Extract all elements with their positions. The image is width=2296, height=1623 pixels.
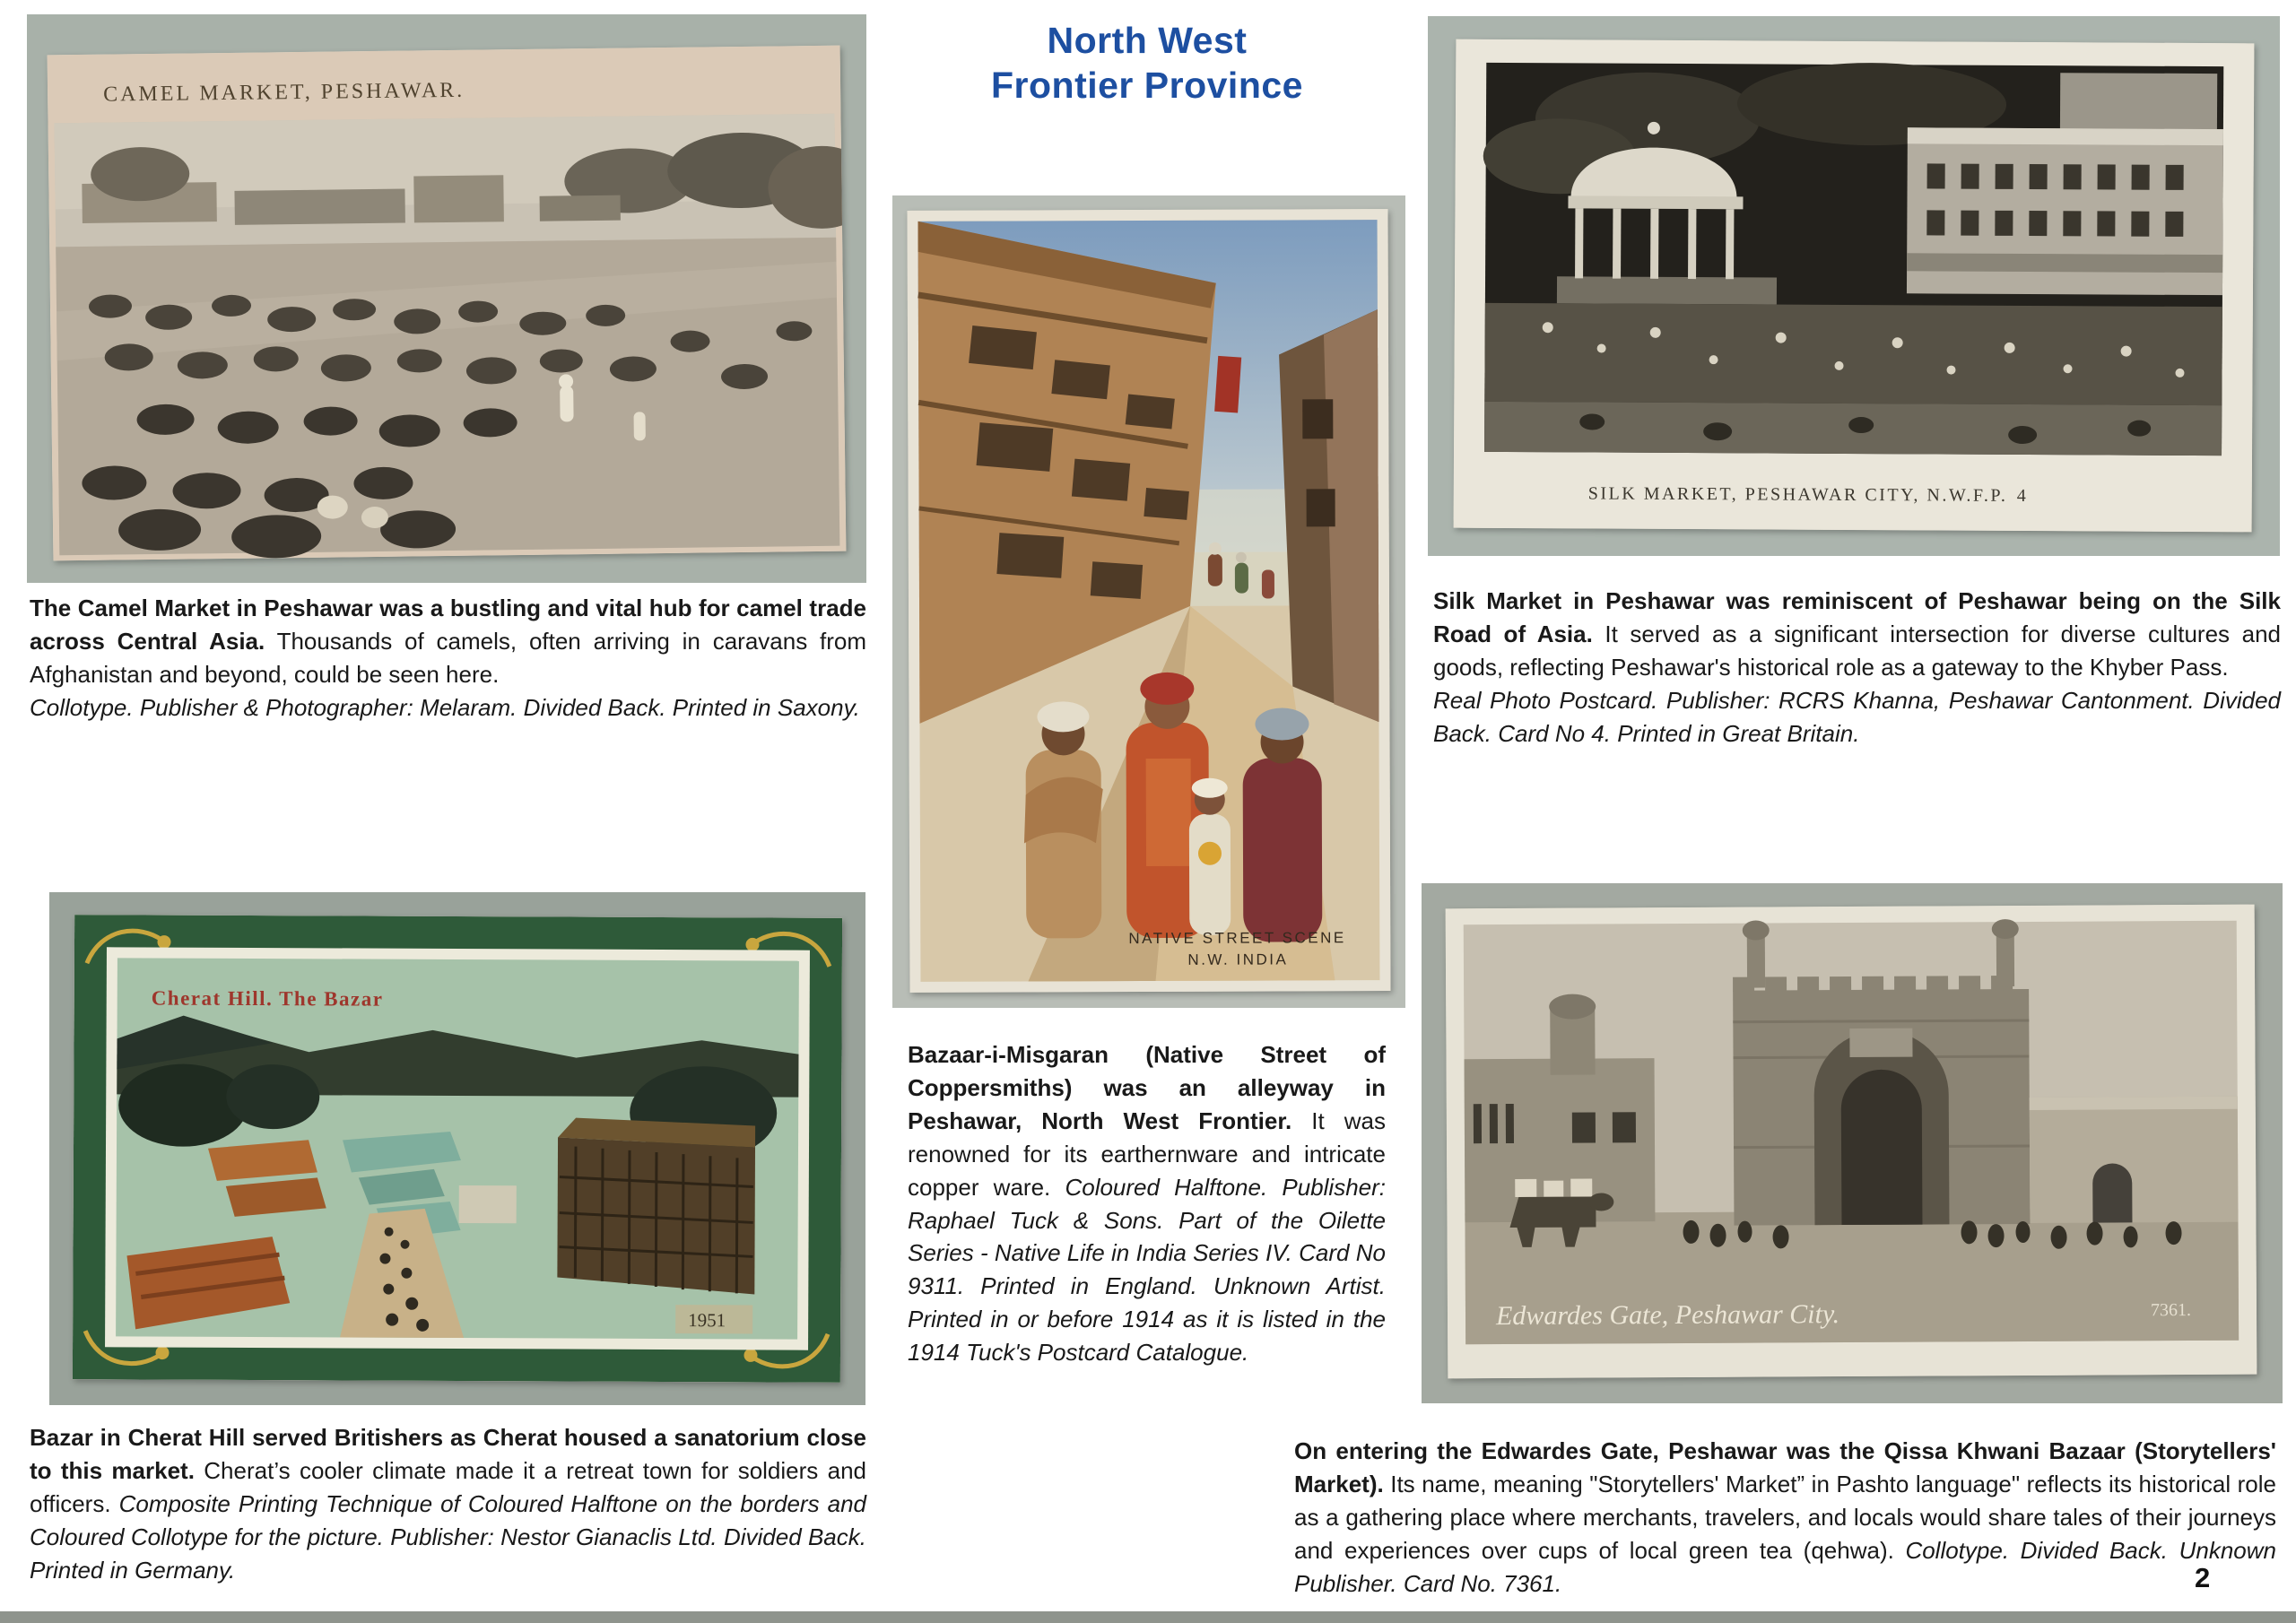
page-title-line1: North West: [1047, 20, 1248, 61]
silk-market-photo-label: SILK MARKET, PESHAWAR CITY, N.W.F.P.: [1587, 483, 2008, 506]
street-scene-photo-label-line2: N.W. INDIA: [1187, 950, 1289, 968]
cherat-hill-postcard-mount: [49, 892, 865, 1405]
cherat-caption-lead: Bazar in Cherat Hill served Britishers as Cherat housed a sanatorium close to this market.: [30, 1424, 866, 1484]
cherat-hill-photo-number: 1951: [688, 1309, 726, 1332]
cherat-hill-postcard: [73, 915, 842, 1383]
page-title-line2: Frontier Province: [991, 65, 1303, 107]
camel-market-photo-image: [55, 113, 847, 560]
cherat-hill-photo-label: Cherat Hill. The Bazar: [151, 986, 384, 1011]
cherat-hill-photo: [73, 915, 842, 1383]
silk-market-postcard-mount: [1428, 16, 2280, 556]
silk-market-photo: [1454, 39, 2255, 533]
camel-market-photo-label: CAMEL MARKET, PESHAWAR.: [102, 78, 465, 107]
street-scene-caption: [908, 1038, 1386, 1369]
edwardes-gate-caption: [1294, 1435, 2276, 1601]
page-number: 2: [2195, 1562, 2211, 1593]
camel-caption-body: Thousands of camels, often arriving in caravans from Afghanistan and beyond, could be seen here.: [30, 627, 867, 688]
camel-caption-credits: Collotype. Publisher & Photographer: Melaram. Divided Back. Printed in Saxony.: [30, 693, 860, 721]
edwardes-gate-photo-image: [1464, 918, 2239, 1345]
street-scene-photo-label-line1: NATIVE STREET SCENE: [1128, 929, 1346, 948]
edwardes-caption-body: Its name, meaning "Storytellers' Market” in Pashto language" reflects its historical role as a gathering place where merchants, travelers, and locals would share tales of their journeys and experiences over cups of local green tea (qehwa).: [1294, 1470, 2276, 1564]
street-scene-postcard: [907, 209, 1390, 993]
edwardes-gate-postcard: [1446, 905, 2257, 1379]
camel-market-postcard: [48, 46, 847, 561]
edwardes-gate-photo-label: Edwardes Gate, Peshawar City.: [1495, 1299, 1840, 1332]
page-bottom-edge: [0, 1611, 2296, 1623]
street-caption-body: It was renowned for its earthernware and intricate copper ware.: [908, 1107, 1386, 1201]
edwardes-gate-postcard-mount: [1422, 883, 2283, 1403]
silk-caption-lead: Silk Market in Peshawar was reminiscent of Peshawar being on the Silk Road of Asia.: [1433, 587, 2281, 647]
silk-market-postcard: [1454, 39, 2255, 533]
silk-caption-body: It served as a significant intersection for diverse cultures and goods, reflecting Peshawar's historical role as a gateway to the Khyber Pass.: [1433, 620, 2281, 681]
cherat-hill-caption: [30, 1421, 866, 1587]
camel-market-caption: [30, 592, 866, 725]
street-scene-photo-image: [918, 220, 1380, 982]
edwardes-caption-lead: On entering the Edwardes Gate, Peshawar was the Qissa Khwani Bazaar (Storytellers' Market).: [1294, 1437, 2276, 1497]
cherat-caption-body: Cherat’s cooler climate made it a retreat town for soldiers and officers.: [30, 1456, 866, 1517]
silk-caption-credits: Real Photo Postcard. Publisher: RCRS Khanna, Peshawar Cantonment. Divided Back. Card No 4. Printed in Great Britain.: [1433, 686, 2281, 747]
edwardes-caption-credits: Collotype. Divided Back. Unknown Publisher. Card No. 7361.: [1294, 1536, 2276, 1597]
camel-market-photo: [48, 46, 847, 561]
street-scene-postcard-mount: [892, 195, 1405, 1008]
street-caption-lead: Bazaar-i-Misgaran (Native Street of Coppersmiths) was an alleyway in Peshawar, North West Frontier.: [908, 1041, 1386, 1134]
cherat-hill-photo-image: [116, 958, 799, 1339]
edwardes-gate-photo-number: 7361.: [2150, 1300, 2192, 1321]
street-scene-figures: [1023, 672, 1322, 942]
camel-market-postcard-mount: [27, 14, 866, 583]
edwardes-gate-photo: [1446, 905, 2257, 1379]
silk-market-caption: [1433, 585, 2281, 751]
silk-market-photo-number: 4: [2016, 485, 2026, 507]
silk-market-photo-image: [1482, 61, 2223, 456]
cherat-caption-credits: Composite Printing Technique of Coloured Halftone on the borders and Coloured Collotype for the picture. Publisher: Nestor Gianaclis Ltd. Divided Back. Printed in Germany.: [30, 1489, 867, 1584]
street-scene-photo: [907, 209, 1390, 993]
page-title: [892, 18, 1402, 108]
street-caption-credits: Coloured Halftone. Publisher: Raphael Tuck & Sons. Part of the Oilette Series - Native Life in India Series IV. Card No 9311. Printed in England. Unknown Artist. Printed in or before 1914 as it is listed in the 1914 Tuck's Postcard Catalogue.: [908, 1173, 1386, 1367]
camel-caption-lead: The Camel Market in Peshawar was a bustling and vital hub for camel trade across Central Asia.: [30, 595, 866, 655]
